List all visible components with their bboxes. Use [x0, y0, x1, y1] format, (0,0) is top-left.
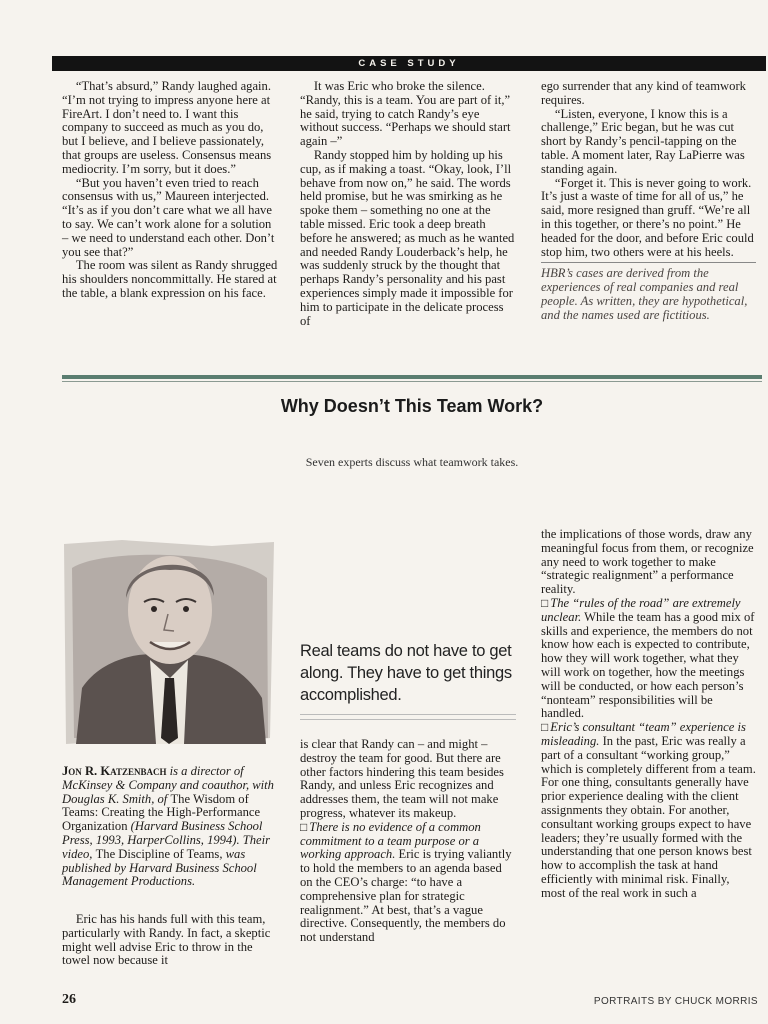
video-title: The Discipline of Teams [95, 846, 220, 861]
pull-quote-rule [300, 714, 516, 715]
top-column-3 [541, 80, 756, 323]
paragraph: Randy stopped him by holding up his cup, as if making a toast. “Okay, look, I’ll behave from now on,” he said. The words held promise, but he was smirking as he spoke them – something no one at the table missed. Eric took a deep breath before he answered; as much as he wanted and needed Randy Louderback’s help, he was suddenly struck by the thought that perhaps Randy’s personality and his past experiences simply made it impossible for him to participate in the delicate process of [300, 147, 515, 328]
bottom-column-2 [300, 738, 517, 945]
bottom-column-1 [62, 913, 280, 968]
author-bio-publisher: (Harvard Business School Press, 1993, HarperCollins, 1994). Their video, [62, 819, 271, 861]
case-study-banner: CASE STUDY [52, 56, 766, 71]
author-bio-video-publisher: , was published by Harvard Business School Management Productions. [62, 846, 257, 889]
section-divider-thin [62, 381, 762, 382]
paragraph: Eric has his hands full with this team, particularly with Randy. In fact, a skeptic might well advise Eric to throw in the towel now because it [62, 912, 271, 968]
paragraph: the implications of those words, draw any meaningful focus from them, or recognize any need to work together to make “strategic realignment” a performance reality. [541, 527, 754, 597]
paragraph [300, 821, 517, 945]
author-bio-text: is a director of McKinsey & Company and coauthor, with Douglas K. Smith, of [62, 764, 274, 806]
photo-credit: PORTRAITS BY CHUCK MORRIS [593, 996, 758, 1007]
paragraph: It was Eric who broke the silence. “Randy, this is a team. You are part of it,” he said, trying to catch Randy’s eye without success. “Perhaps we should start again –” [300, 79, 511, 149]
paragraph: “Listen, everyone, I know this is a challenge,” Eric began, but he was cut short by Randy’s pencil-tapping on the table. A moment later, Ray LaPierre was standing again. [541, 106, 745, 176]
paragraph [541, 597, 756, 721]
page-number: 26 [62, 992, 76, 1007]
article-dek: Seven experts discuss what teamwork takes. [305, 455, 519, 469]
case-disclaimer: HBR’s cases are derived from the experiences of real companies and real people. As written, they are hypothetical, and the names used are fictitious. [541, 262, 756, 322]
bottom-column-3 [541, 528, 756, 901]
point-body: While the team has a good mix of skills and experience, the members do not know how each is expected to contribute, how they will work together, what they will work on together, how the meetings will be conducted, or how each person’s “nonteam” responsibilities will be handled. [541, 609, 755, 721]
paragraph: “That’s absurd,” Randy laughed again. “I’m not trying to impress anyone here at FireArt. I don’t need to. I want this company to succeed as much as you do, but I believe, and I believe passionately, that groups are useless. Consensus means mediocrity. I’m sorry, but it does.” [62, 79, 272, 176]
point-heading: Eric’s consultant “team” experience is misleading. [541, 720, 746, 748]
point-heading: There is no evidence of a common commitment to a team purpose or a working approach. [300, 819, 481, 862]
open-square-icon: □ [300, 819, 308, 834]
paragraph [541, 721, 756, 900]
paragraph: is clear that Randy can – and might – destroy the team for good. But there are other factors hindering this team besides Randy, and unless Eric recognizes and addresses them, the team will not make progress, whatever its makeup. [300, 737, 504, 820]
author-portrait-illustration [62, 538, 276, 746]
book-title: The Wisdom of Teams: Creating the High-Performance Organization [62, 791, 261, 834]
point-body: In the past, Eric was really a part of a consultant “working group,” which is completely different from a team. For one thing, consultants generally have prior experience dealing with the client assignments they obtain. For another, consultant working groups expect to have leaders; they’re usually formed with the understanding that one person knows best how to accomplish the task at hand efficiently with minimal risk. Finally, most of the real work in such a [541, 733, 756, 900]
article-headline: Why Doesn’t This Team Work? [280, 396, 544, 416]
open-square-icon: □ [541, 595, 549, 610]
point-heading: The “rules of the road” are extremely unclear. [541, 595, 741, 624]
author-name: Jon R. Katzenbach [62, 764, 167, 778]
point-body: Eric is trying valiantly to hold the members to an agenda based on the CEO’s charge: “to have a comprehensive plan for strategic realignment.” At best, that’s a vague directive. Consequently, the members do not understand [300, 847, 512, 945]
pull-quote: Real teams do not have to get along. They have to get things accomplished. [300, 642, 512, 704]
paragraph: “But you haven’t even tried to reach consensus with us,” Maureen interjected. “It’s as if you don’t care what we all have to say. We can’t work alone for a solution – we need to understand each other. Don’t you see that?” [62, 175, 275, 259]
top-column-2 [300, 80, 517, 328]
section-divider [62, 375, 762, 379]
pull-quote-rule [300, 719, 516, 720]
author-bio [62, 765, 280, 889]
top-column-1 [62, 80, 280, 301]
paragraph: ego surrender that any kind of teamwork requires. [541, 79, 746, 107]
paragraph: “Forget it. This is never going to work. It’s just a waste of time for all of us,” he said, more resigned than gruff. “We’re all in this together, or there’s no point.” He headed for the door, and before Eric could stop him, two others were at his heels. [541, 175, 754, 259]
open-square-icon: □ [541, 720, 549, 735]
paragraph: The room was silent as Randy shrugged his shoulders noncommittally. He stared at the table, a blank expression on his face. [62, 258, 278, 300]
